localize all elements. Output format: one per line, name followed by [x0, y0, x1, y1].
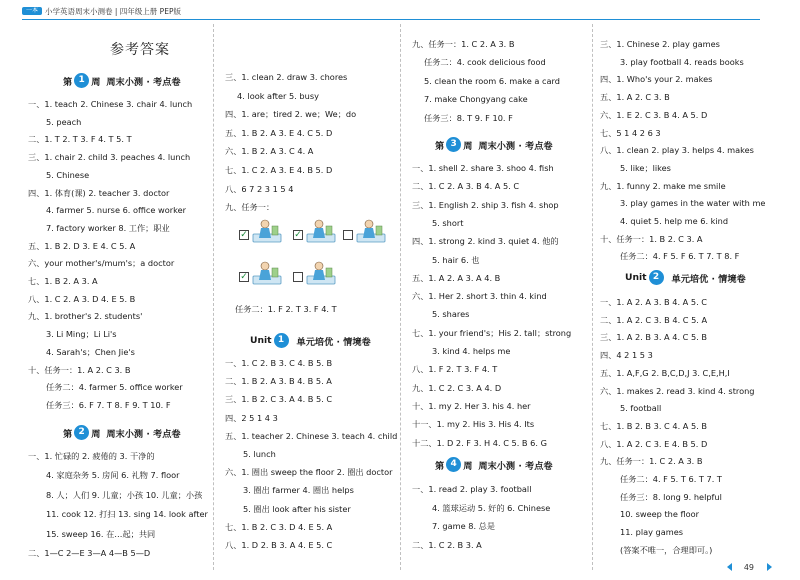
answer-line: 7. factory worker 8. 工作；职业	[46, 222, 170, 233]
answer-line: 七、1. B 2. A 3. A	[28, 276, 98, 286]
section-title: 周末小测 · 考点卷	[478, 460, 553, 472]
answer-line: 3. Li Ming；Li Li's	[46, 329, 117, 340]
section-suffix: 周	[463, 460, 473, 472]
section-prefix: 第	[435, 140, 445, 152]
answer-line: 5. peach	[46, 116, 82, 127]
section-suffix: 周	[91, 76, 101, 88]
page-header	[22, 5, 181, 17]
answer-line: 5. lunch	[243, 449, 276, 459]
section-number-badge: 3	[446, 137, 461, 152]
answer-line: 一、1. shell 2. share 3. shoo 4. fish	[412, 163, 554, 173]
section-heading-week-4	[435, 457, 553, 472]
answer-line: 九、1. funny 2. make me smile	[600, 180, 726, 191]
answer-line: 5. clean the room 6. make a card	[424, 75, 560, 86]
answer-line: 八、1. D 2. B 3. A 4. E 5. C	[225, 540, 333, 550]
section-heading-unit-2	[625, 270, 746, 285]
section-heading-week-2	[63, 425, 181, 440]
answer-line: 六、1. makes 2. read 3. kind 4. strong	[600, 385, 755, 396]
header-rule	[22, 19, 760, 20]
answer-line: 五、1. B 2. D 3. E 4. C 5. A	[28, 240, 136, 251]
answer-line: 四、1. 体育(课) 2. teacher 3. doctor	[28, 187, 170, 198]
answer-line: 任务二：4. farmer 5. office worker	[46, 382, 183, 393]
answer-line: 五、1. teacher 2. Chinese 3. teach 4. child	[225, 430, 398, 441]
answer-line: 四、1. Who's your 2. makes	[600, 74, 713, 85]
answer-line: 十、任务一：1. B 2. C 3. A	[600, 233, 703, 244]
answer-line: 五、1. A,F,G 2. B,C,D,J 3. C,E,H,I	[600, 367, 730, 378]
chore-illustration	[355, 218, 387, 248]
answer-checkbox	[293, 272, 303, 282]
chore-illustration	[251, 260, 283, 290]
answer-line: 七、1. C 2. A 3. E 4. B 5. D	[225, 165, 333, 175]
answer-line: 七、1. B 2. C 3. D 4. E 5. A	[225, 521, 333, 532]
answer-line: 六、1. E 2. C 3. B 4. A 5. D	[600, 109, 708, 120]
section-number-badge: 1	[74, 73, 89, 88]
section-suffix: 周	[463, 140, 473, 152]
answer-line: 任务三：8. T 9. F 10. F	[424, 112, 513, 123]
answer-line: 二、1—C 2—E 3—A 4—B 5—D	[28, 548, 151, 558]
section-title: 周末小测 · 考点卷	[106, 428, 181, 440]
answer-line: 11. cook 12. 打扫 13. sing 14. look after	[46, 509, 208, 520]
chore-illustration	[251, 218, 283, 248]
answer-line: 九、任务一：	[225, 202, 275, 213]
chore-illustration	[305, 260, 337, 290]
answer-line: 八、1. C 2. A 3. D 4. E 5. B	[28, 293, 136, 304]
answer-line: 3. kind 4. helps me	[432, 346, 511, 356]
section-title: 单元培优 · 情境卷	[671, 273, 746, 285]
book-logo: 一本	[22, 7, 42, 15]
section-heading-unit-1	[250, 333, 371, 348]
answer-line: 4. quiet 5. help me 6. kind	[620, 216, 729, 226]
prev-page-arrow-icon	[727, 563, 732, 571]
answer-checkbox	[343, 230, 353, 240]
section-title: 单元培优 · 情境卷	[296, 336, 371, 348]
answer-line: 九、1. C 2. C 3. A 4. D	[412, 382, 502, 393]
answer-line: 四、2 5 1 4 3	[225, 412, 278, 423]
answer-line: 8. 人；人们 9. 儿童；小孩 10. 儿童；小孩	[46, 489, 203, 500]
answer-line: 四、1. are；tired 2. we；We；do	[225, 109, 357, 120]
column-divider	[592, 24, 593, 570]
answer-line: 二、1. C 2. B 3. A	[412, 539, 482, 550]
answer-line: 七、1. B 2. B 3. C 4. A 5. B	[600, 420, 708, 431]
answer-line: 5. shares	[432, 309, 470, 320]
answer-line: 六、1. Her 2. short 3. thin 4. kind	[412, 291, 547, 302]
section-prefix: Unit	[250, 335, 272, 346]
answer-line: 二、1. B 2. A 3. B 4. B 5. A	[225, 376, 332, 387]
page-number: 49	[743, 563, 754, 572]
answer-line: 一、1. C 2. B 3. C 4. B 5. B	[225, 358, 333, 368]
section-prefix: 第	[63, 76, 73, 88]
answer-line: 一、1. 忙碌的 2. 疲倦的 3. 干净的	[28, 451, 155, 461]
answer-line: 3. 圈出 farmer 4. 圈出 helps	[243, 485, 354, 496]
answer-line: 九、1. brother's 2. students'	[28, 311, 143, 322]
answer-line: 4. 家庭杂务 5. 房间 6. 礼物 7. floor	[46, 470, 180, 481]
answer-line: 八、1. F 2. T 3. F 4. T	[412, 364, 498, 375]
answer-line: 10. sweep the floor	[620, 509, 700, 520]
answer-line: 一、1. A 2. A 3. B 4. A 5. C	[600, 297, 707, 307]
answer-line: 4. farmer 5. nurse 6. office worker	[46, 205, 186, 216]
answer-line: 十二、1. D 2. F 3. H 4. C 5. B 6. G	[412, 437, 547, 448]
answer-line: 四、1. strong 2. kind 3. quiet 4. 他的	[412, 236, 559, 247]
answer-line: 三、1. B 2. C 3. A 4. B 5. C	[225, 394, 333, 405]
answer-line: 4. Sarah's；Chen Jie's	[46, 346, 135, 357]
answer-line: 三、1. chair 2. child 3. peaches 4. lunch	[28, 152, 191, 163]
answer-line: 十一、1. my 2. His 3. His 4. Its	[412, 419, 535, 430]
section-heading-week-3	[435, 137, 553, 152]
answer-line: (答案不唯一，合理即可。)	[620, 544, 713, 555]
answer-line: 任务二：4. F 5. F 6. T 7. T 8. F	[620, 251, 740, 262]
answer-line: 七、5 1 4 2 6 3	[600, 127, 661, 138]
answer-line: 5. football	[620, 403, 662, 414]
answer-line: 六、1. B 2. A 3. C 4. A	[225, 146, 314, 157]
answer-line: 三、1. clean 2. draw 3. chores	[225, 72, 348, 82]
answer-line: 六、your mother's/mum's；a doctor	[28, 258, 175, 269]
section-prefix: 第	[435, 460, 445, 472]
answer-line: 任务二：4. F 5. T 6. T 7. T	[620, 474, 722, 484]
section-suffix: 周	[91, 428, 101, 440]
answer-line: 十、1. my 2. Her 3. his 4. her	[412, 400, 531, 411]
answer-line: 四、4 2 1 5 3	[600, 350, 653, 361]
answer-checkbox: ✓	[240, 230, 248, 240]
answer-line: 九、任务一：1. C 2. A 3. B	[412, 39, 515, 49]
answer-line: 三、1. A 2. B 3. A 4. C 5. B	[600, 332, 708, 343]
answer-line: 一、1. teach 2. Chinese 3. chair 4. lunch	[28, 99, 193, 109]
answer-line: 7. game 8. 总是	[432, 521, 496, 531]
answer-line: 五、1. A 2. A 3. A 4. B	[412, 272, 501, 283]
answer-line: 7. make Chongyang cake	[424, 94, 528, 105]
answer-line: 十、任务一：1. A 2. C 3. B	[28, 364, 131, 375]
answer-line: 五、1. B 2. A 3. E 4. C 5. D	[225, 127, 333, 138]
section-number-badge: 2	[74, 425, 89, 440]
answer-checkbox: ✓	[240, 272, 248, 282]
answer-line: 九、任务一：1. C 2. A 3. B	[600, 456, 703, 467]
answer-line: 3. play games in the water with me	[620, 198, 766, 209]
answer-line: 八、1. clean 2. play 3. helps 4. makes	[600, 145, 754, 156]
section-number-badge: 4	[446, 457, 461, 472]
next-page-arrow-icon	[767, 563, 772, 571]
answer-line: 二、1. A 2. C 3. B 4. C 5. A	[600, 314, 708, 325]
header-title: 小学英语周末小测卷 | 四年级上册 PEP版	[45, 6, 181, 16]
column-divider	[213, 24, 214, 570]
answer-line: 11. play games	[620, 527, 684, 538]
answer-line: 4. look after 5. busy	[237, 90, 319, 101]
answer-line: 二、1. T 2. T 3. F 4. T 5. T	[28, 134, 132, 145]
answer-checkbox: ✓	[294, 230, 302, 240]
answer-line: 八、6 7 2 3 1 5 4	[225, 183, 294, 194]
answer-line: 一、1. read 2. play 3. football	[412, 484, 532, 494]
answer-line: 任务二：4. cook delicious food	[424, 57, 546, 68]
answer-line: 15. sweep 16. 在…起；共同	[46, 528, 156, 539]
answer-line: 3. play football 4. reads books	[620, 56, 744, 67]
answer-line: 5. 圈出 look after his sister	[243, 503, 351, 514]
section-title: 周末小测 · 考点卷	[106, 76, 181, 88]
answer-line: 八、1. A 2. C 3. E 4. B 5. D	[600, 438, 708, 449]
answer-line: 二、1. C 2. A 3. B 4. A 5. C	[412, 181, 520, 192]
answer-line: 三、1. Chinese 2. play games	[600, 39, 720, 49]
answer-line: 任务三：8. long 9. helpful	[620, 491, 722, 502]
answer-line: 5. Chinese	[46, 169, 90, 180]
answer-line: 5. short	[432, 217, 464, 228]
answer-line: 三、1. English 2. ship 3. fish 4. shop	[412, 199, 559, 210]
section-number-badge: 1	[274, 333, 289, 348]
section-prefix: 第	[63, 428, 73, 440]
answer-line: 4. 篮球运动 5. 好的 6. Chinese	[432, 502, 551, 513]
answer-line: 5. like；likes	[620, 162, 671, 173]
page-title: 参考答案	[110, 42, 170, 58]
answer-line: 五、1. A 2. C 3. B	[600, 92, 670, 103]
answer-line: 六、1. 圈出 sweep the floor 2. 圈出 doctor	[225, 467, 393, 478]
section-prefix: Unit	[625, 272, 647, 283]
chore-illustration	[305, 218, 337, 248]
section-title: 周末小测 · 考点卷	[478, 140, 553, 152]
section-heading-week-1	[63, 73, 181, 88]
answer-line: 七、1. your friend's；His 2. tall；strong	[412, 327, 572, 338]
section-number-badge: 2	[649, 270, 664, 285]
answer-line: 任务三：6. F 7. T 8. F 9. T 10. F	[46, 399, 171, 410]
task-2-answers: 任务二：1. F 2. T 3. F 4. T	[235, 304, 337, 314]
column-divider	[400, 24, 401, 570]
answer-line: 5. hair 6. 也	[432, 254, 480, 265]
